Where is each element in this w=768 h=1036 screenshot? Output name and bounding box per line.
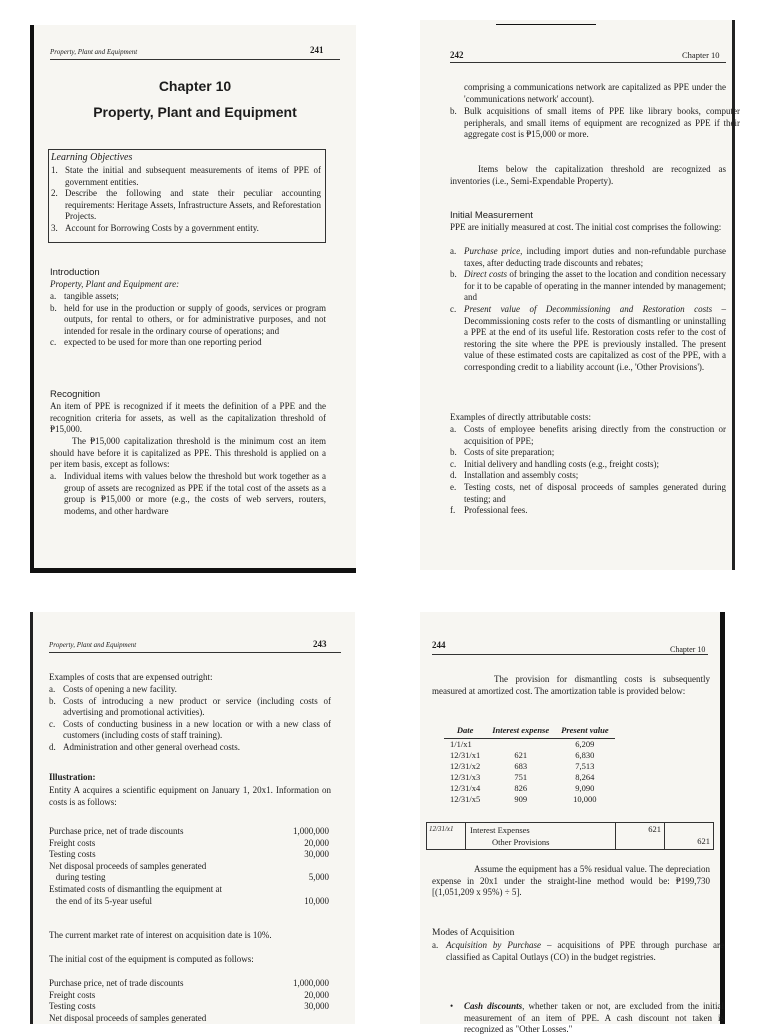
header-rule	[49, 652, 341, 653]
item-marker: b.	[49, 695, 56, 706]
header-rule	[450, 62, 726, 63]
table-cell: 9,090	[575, 782, 595, 793]
table-cell: 7,513	[575, 760, 595, 771]
item-marker: b.	[450, 106, 457, 116]
list-item	[450, 447, 726, 459]
item-text: Initial delivery and handling costs (e.g., freight costs);	[464, 458, 659, 469]
bullet-text: , whether taken or not, are excluded from the initial measurement of an item of PPE. A cash discount not taken is recognized as "Other Losses."	[464, 1001, 724, 1035]
table-cell	[486, 738, 555, 750]
cost-row	[49, 1001, 329, 1013]
provision-intro: The provision for dismantling costs is subsequently measured at amortized cost. The amortization table is provided below:	[432, 674, 710, 696]
cost-table-2	[49, 978, 329, 1024]
cost-label: Net disposal proceeds of samples generated	[49, 860, 207, 871]
cost-row	[49, 826, 329, 838]
amortization-table	[444, 724, 615, 805]
initial-measurement-heading: Initial Measurement	[450, 210, 533, 221]
below-threshold-text: Items below the capitalization threshold are recognized as inventories (i.e., Semi-Expendable Property).	[450, 164, 726, 186]
list-item	[50, 337, 326, 349]
item-text: Describe the following and state their peculiar accounting requirements: Heritage Assets, Infrastructure Assets, and Reforestation Projects.	[65, 188, 321, 222]
list-item	[49, 684, 331, 696]
table-cell: 12/31/x2	[450, 760, 481, 771]
running-head: Chapter 10	[682, 50, 720, 60]
running-head: Chapter 10	[670, 645, 706, 654]
page-number: 244	[432, 640, 446, 650]
item-b	[450, 106, 740, 141]
table-cell: 751	[514, 771, 528, 782]
item-marker: 2.	[51, 188, 58, 199]
item-text: held for use in the production or supply of goods, services or program outputs, for rental to others, or for administrative purposes, and not intended for resale in the ordinary course of operations; and	[64, 302, 326, 336]
chapter-title: Property, Plant and Equipment	[93, 104, 297, 120]
table-cell: 10,000	[573, 793, 597, 804]
cost-value: 30,000	[304, 849, 329, 860]
table-cell: 12/31/x3	[450, 771, 481, 782]
cost-row	[49, 990, 329, 1002]
list-item	[51, 223, 321, 235]
running-head: Property, Plant and Equipment	[50, 48, 138, 56]
item-marker: c.	[450, 458, 457, 469]
list-item	[49, 742, 331, 754]
item-text: Installation and assembly costs;	[464, 470, 579, 481]
bullet-icon: •	[450, 1001, 454, 1012]
table-cell: 6,830	[575, 749, 595, 760]
list-item	[50, 291, 326, 303]
chapter-label: Chapter 10	[158, 78, 232, 94]
page-244	[420, 612, 725, 1035]
modes-heading: Modes of Acquisition	[432, 928, 515, 938]
item-marker: e.	[450, 481, 457, 492]
table-cell: 683	[514, 760, 528, 771]
je-debit-amount: 621	[616, 823, 665, 850]
cost-value: 1,000,000	[293, 978, 329, 988]
computed-text: The initial cost of the equipment is computed as follows:	[49, 954, 254, 964]
cost-row	[49, 872, 329, 884]
cost-value: 30,000	[304, 1001, 329, 1012]
initial-lead: PPE are initially measured at cost. The initial cost comprises the following:	[450, 222, 722, 232]
rate-text: The current market rate of interest on acquisition date is 10%.	[49, 930, 272, 940]
expensed-lead: Examples of costs that are expensed outright:	[49, 672, 213, 682]
table-cell: 12/31/x1	[450, 749, 481, 760]
journal-entry	[426, 822, 714, 850]
item-text: , including import duties and non-refundable purchase taxes, after deducting trade discounts and rebates;	[464, 246, 726, 268]
residual-text: Assume the equipment has a 5% residual value. The depreciation expense in 20x1 under the straight-line method would be: ₱199,730 [(1,051,209 x 95%) ÷ 5].	[432, 864, 710, 898]
cost-value: 5,000	[308, 872, 329, 883]
item-marker: 3.	[51, 222, 58, 233]
list-item	[51, 188, 321, 223]
learning-objectives-box	[48, 149, 326, 243]
modes-item-a	[432, 940, 724, 963]
item-marker: a.	[450, 246, 457, 256]
item-marker: b.	[450, 447, 457, 458]
illustration-heading: Illustration:	[49, 772, 96, 782]
je-credit-amount: 621	[665, 823, 714, 850]
cost-row	[49, 896, 329, 908]
header-rule	[50, 59, 340, 60]
recognition-text: An item of PPE is recognized if it meets the definition of a PPE and the recognition criteria for assets, as well as the capitalization threshold of ₱15,000.	[50, 401, 326, 435]
cost-label: Testing costs	[49, 1001, 96, 1012]
page-number: 242	[450, 50, 464, 60]
examples-list	[450, 424, 726, 517]
page-241	[30, 25, 356, 573]
list-item	[450, 482, 726, 505]
item-marker: b.	[450, 269, 457, 280]
item-marker: c.	[50, 337, 57, 348]
expensed-list	[49, 684, 331, 754]
intro-lead: Property, Plant and Equipment are:	[50, 279, 180, 289]
table-cell: 12/31/x5	[450, 793, 481, 804]
threshold-paragraph: The ₱15,000 capitalization threshold is the minimum cost an item should have before it is capitalized as PPE. This threshold is applied on a per item basis, except as follows:	[50, 436, 326, 470]
page-242	[420, 20, 740, 570]
table-header: Date	[444, 724, 486, 738]
je-date: 12/31/x1	[427, 823, 466, 850]
item-marker: b.	[50, 302, 57, 313]
item-marker: a.	[49, 684, 56, 694]
recognition-item-a	[50, 471, 326, 517]
cost-row	[49, 861, 329, 873]
table-row	[444, 738, 615, 750]
objectives-heading: Learning Objectives	[51, 152, 133, 163]
cost-label: Estimated costs of dismantling the equipment at	[49, 883, 222, 894]
cost-label: Freight costs	[49, 989, 96, 1000]
cost-value: 20,000	[304, 989, 329, 1000]
item-marker: f.	[450, 505, 456, 516]
item-text: Account for Borrowing Costs by a government entity.	[65, 222, 259, 233]
item-term: Direct costs	[464, 269, 508, 280]
cost-value: 1,000,000	[293, 826, 329, 836]
recognition-heading: Recognition	[50, 389, 101, 400]
cost-label: during testing	[49, 872, 106, 883]
item-text: Testing costs, net of disposal proceeds of samples generated during testing; and	[464, 481, 726, 504]
item-marker: a.	[432, 940, 439, 950]
header-rule	[432, 654, 708, 655]
item-text: of bringing the asset to the location and condition necessary for it to be capable of operating in the manner intended by management; and	[464, 269, 726, 303]
je-accounts	[466, 823, 616, 850]
list-item	[450, 505, 726, 517]
je-debit-account: Interest Expenses	[470, 825, 530, 835]
table-cell: 909	[514, 793, 528, 804]
top-rule	[496, 24, 596, 25]
list-item	[450, 269, 726, 304]
je-credit-account: Other Provisions	[492, 837, 550, 847]
table-cell: 621	[514, 749, 528, 760]
item-marker: c.	[49, 718, 56, 729]
continued-text: comprising a communications network are capitalized as PPE under the 'communications network' account).	[464, 82, 726, 104]
item-text: Professional fees.	[464, 505, 528, 516]
illustration-text: Entity A acquires a scientific equipment on January 1, 20x1. Information on costs is as follows:	[49, 785, 331, 807]
item-text: State the initial and subsequent measurements of items of PPE of government entities.	[65, 165, 321, 187]
item-text: Costs of opening a new facility.	[63, 684, 177, 694]
item-text: – Decommissioning costs refer to the costs of dismantling or uninstalling a PPE at the end of its useful life. Restoration costs refer to the cost of restoring the site where the PPE is previously installed. The present value of these estimated costs are capitalized as cost of the PPE, with a corresponding credit to a liability account (i.e., 'Other Provisions').	[464, 303, 726, 372]
item-term: Purchase price	[464, 246, 521, 256]
running-head: Property, Plant and Equipment	[49, 641, 137, 649]
cost-row	[49, 1013, 329, 1025]
cost-row	[49, 849, 329, 861]
cost-row	[49, 884, 329, 896]
item-text: – acquisitions of PPE through purchase are classified as Capital Outlays (CO) in the budget registries.	[446, 940, 724, 962]
item-marker: d.	[49, 741, 56, 752]
cost-label: Testing costs	[49, 849, 96, 860]
item-term: Acquisition by Purchase	[446, 940, 542, 950]
item-marker: a.	[50, 291, 57, 301]
recognition-paragraph	[50, 401, 326, 436]
initial-cost-list	[450, 246, 726, 374]
item-text: Administration and other general overhead costs.	[63, 741, 240, 752]
cost-label: the end of its 5-year useful	[49, 895, 152, 906]
item-text: Individual items with values below the threshold but work together as a group of assets are recognized as PPE if the total cost of the assets as a group is ₱15,000 or more (e.g., the costs of web servers, routers, modems, and other hardware	[64, 471, 326, 516]
cost-table	[49, 826, 329, 907]
cost-label: Net disposal proceeds of samples generated	[49, 1012, 207, 1023]
page-number: 243	[313, 639, 327, 649]
table-row	[444, 783, 615, 794]
cost-value: 10,000	[304, 895, 329, 906]
table-cell: 826	[514, 782, 528, 793]
cost-label: Purchase price, net of trade discounts	[49, 826, 184, 836]
table-cell: 6,209	[575, 738, 595, 749]
list-item	[450, 424, 726, 447]
list-item	[450, 470, 726, 482]
item-text: tangible assets;	[64, 291, 119, 301]
list-item	[50, 303, 326, 338]
table-header: Present value	[555, 724, 614, 738]
table-cell: 12/31/x4	[450, 782, 481, 793]
page-number: 241	[310, 45, 324, 55]
list-item	[51, 165, 321, 188]
table-row	[444, 761, 615, 772]
table-row	[444, 750, 615, 761]
item-marker: d.	[450, 470, 457, 481]
item-text: Costs of employee benefits arising directly from the construction or acquisition of PPE;	[464, 424, 726, 446]
cost-label: Freight costs	[49, 837, 96, 848]
table-header: Interest expense	[486, 724, 555, 738]
item-marker: a.	[450, 424, 457, 434]
list-item	[450, 304, 726, 374]
list-item	[450, 246, 726, 269]
item-marker: a.	[50, 471, 57, 481]
table-row	[444, 794, 615, 805]
list-item	[49, 719, 331, 742]
cost-row	[49, 978, 329, 990]
item-text: Costs of conducting business in a new location or with a new class of customers (including costs of staff training).	[63, 718, 331, 741]
intro-list	[50, 291, 326, 349]
table-row	[444, 772, 615, 783]
examples-lead: Examples of directly attributable costs:	[450, 412, 591, 422]
item-text: Costs of site preparation;	[464, 447, 555, 458]
cash-discount-bullet	[450, 1001, 724, 1036]
table-cell: 8,264	[575, 771, 595, 782]
cost-row	[49, 838, 329, 850]
list-item	[49, 696, 331, 719]
bullet-term: Cash discounts	[464, 1001, 523, 1012]
item-text: Costs of introducing a new product or service (including costs of advertising and promotional activities).	[63, 695, 331, 718]
item-term: Present value of Decommissioning and Restoration costs	[464, 303, 713, 314]
table-cell: 1/1/x1	[450, 738, 472, 749]
item-marker: c.	[450, 303, 457, 314]
item-marker: 1.	[51, 165, 58, 175]
intro-heading: Introduction	[50, 267, 100, 278]
cost-label: Purchase price, net of trade discounts	[49, 978, 184, 988]
cost-value: 20,000	[304, 837, 329, 848]
objectives-list	[51, 165, 321, 235]
list-item	[450, 459, 726, 471]
page-243	[30, 612, 355, 1024]
item-text: Bulk acquisitions of small items of PPE like library books, computer peripherals, and small items of equipment are recognized as PPE if their aggregate cost is ₱15,000 or more.	[464, 106, 740, 140]
item-text: expected to be used for more than one reporting period	[64, 337, 262, 348]
